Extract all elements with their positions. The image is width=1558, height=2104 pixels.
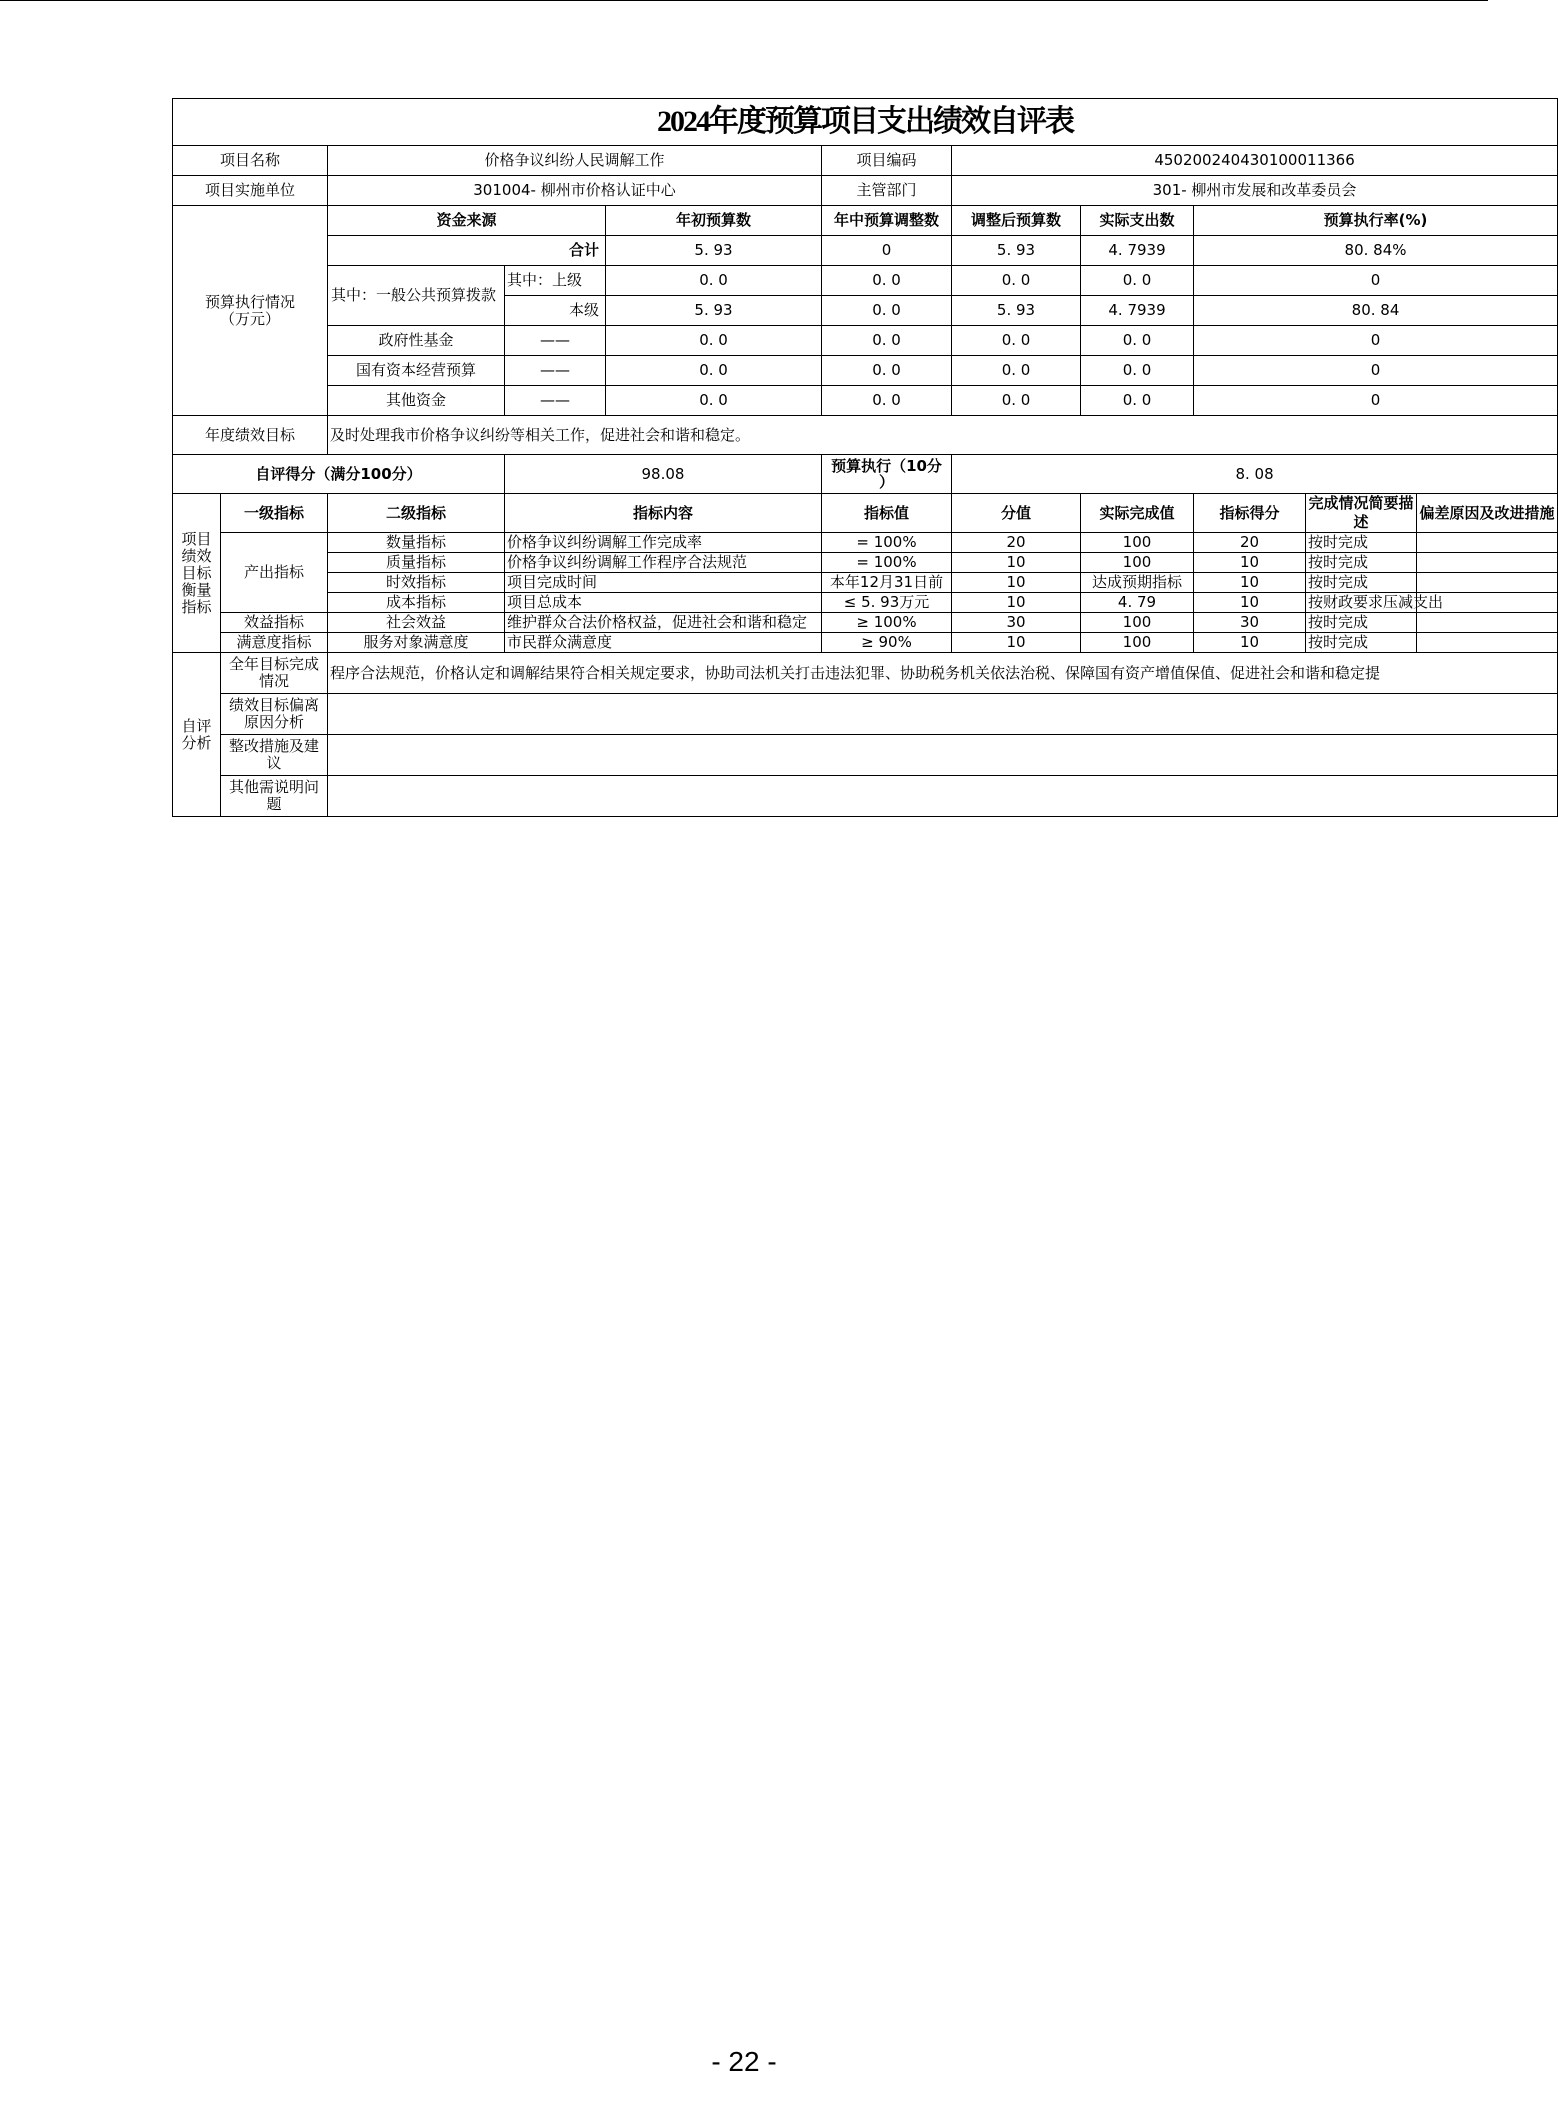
budget-cell: 5. 93	[606, 296, 822, 326]
ind-weight: 10	[952, 633, 1081, 653]
budget-exec-score-value: 8. 08	[952, 455, 1558, 494]
ind-actual: 100	[1081, 533, 1194, 553]
ind-score: 30	[1194, 613, 1306, 633]
output-indicator-label: 产出指标	[221, 533, 328, 613]
ind-actual: 100	[1081, 633, 1194, 653]
project-name-label: 项目名称	[173, 146, 328, 176]
ind-target: = 100%	[822, 553, 952, 573]
budget-section-label: 预算执行情况 （万元）	[173, 206, 328, 416]
analysis-row-text	[328, 694, 1558, 735]
budget-cell: 0. 0	[822, 386, 952, 416]
budget-exec-score-label: 预算执行（10分 ）	[822, 455, 952, 494]
ind-header: 指标内容	[505, 494, 822, 533]
department-label: 主管部门	[822, 176, 952, 206]
budget-cell: 0. 0	[606, 326, 822, 356]
ind-desc: 按时完成	[1306, 553, 1417, 573]
ind-weight: 10	[952, 573, 1081, 593]
budget-upper-label: 其中：上级	[505, 266, 606, 296]
self-score-label: 自评得分（满分100分）	[173, 455, 505, 494]
budget-header-adjusted: 调整后预算数	[952, 206, 1081, 236]
budget-cell: 0. 0	[1081, 326, 1194, 356]
budget-cell: 0. 0	[606, 266, 822, 296]
budget-source-dash: ——	[505, 386, 606, 416]
ind-desc: 按时完成	[1306, 573, 1417, 593]
budget-general-label: 其中：一般公共预算拨款	[328, 266, 505, 326]
ind-header: 偏差原因及改进措施	[1417, 494, 1558, 533]
budget-source-label: 政府性基金	[328, 326, 505, 356]
indicators-section-label: 项目 绩效 目标 衡量 指标	[173, 494, 221, 653]
ind-header: 指标得分	[1194, 494, 1306, 533]
ind-weight: 10	[952, 593, 1081, 613]
ind-content: 维护群众合法价格权益，促进社会和谐和稳定	[507, 613, 808, 631]
budget-cell: 0. 0	[952, 266, 1081, 296]
table-row	[173, 553, 1558, 573]
budget-header-actual: 实际支出数	[1081, 206, 1194, 236]
analysis-row-text: 程序合法规范，价格认定和调解结果符合相关规定要求，协助司法机关打击违法犯罪、协助税务机关依法治税、保障国有资产增值保值、促进社会和谐和稳定提	[328, 653, 1558, 694]
budget-cell: 0. 0	[952, 356, 1081, 386]
budget-row-state-capital	[173, 356, 1558, 386]
budget-cell: 0. 0	[952, 326, 1081, 356]
budget-row-other-funds	[173, 386, 1558, 416]
project-code-value: 450200240430100011366	[952, 146, 1558, 176]
benefit-indicator-label: 效益指标	[221, 613, 328, 633]
project-name-value: 价格争议纠纷人民调解工作	[328, 146, 822, 176]
budget-source-dash: ——	[505, 356, 606, 386]
table-row	[173, 593, 1558, 613]
ind-level2: 服务对象满意度	[328, 633, 505, 653]
ind-score: 10	[1194, 633, 1306, 653]
analysis-section-label: 自评 分析	[173, 653, 221, 817]
budget-cell: 0	[822, 236, 952, 266]
ind-header: 二级指标	[328, 494, 505, 533]
budget-cell: 0	[1194, 356, 1558, 386]
ind-weight: 30	[952, 613, 1081, 633]
project-unit-value: 301004- 柳州市价格认证中心	[328, 176, 822, 206]
ind-content: 价格争议纠纷调解工作完成率	[507, 533, 703, 551]
ind-level2: 社会效益	[328, 613, 505, 633]
analysis-row-label: 绩效目标偏离原因分析	[221, 694, 328, 735]
annual-goal-label: 年度绩效目标	[173, 416, 328, 455]
budget-header-adjust: 年中预算调整数	[822, 206, 952, 236]
budget-row-upper	[173, 266, 1558, 296]
department-value: 301- 柳州市发展和改革委员会	[952, 176, 1558, 206]
table-row	[173, 573, 1558, 593]
ind-score: 20	[1194, 533, 1306, 553]
ind-header: 完成情况简要描述	[1306, 494, 1417, 533]
page-number: - 22 -	[711, 2046, 777, 2077]
budget-header-source: 资金来源	[328, 206, 606, 236]
budget-cell: 0. 0	[822, 356, 952, 386]
budget-source-dash: ——	[505, 326, 606, 356]
analysis-row-label: 全年目标完成情况	[221, 653, 328, 694]
performance-evaluation-table	[172, 98, 1558, 817]
budget-cell: 4. 7939	[1081, 296, 1194, 326]
ind-content: 项目总成本	[507, 593, 583, 611]
ind-content: 市民群众满意度	[507, 633, 613, 651]
project-unit-label: 项目实施单位	[173, 176, 328, 206]
budget-source-label: 国有资本经营预算	[328, 356, 505, 386]
ind-desc: 按时完成	[1306, 613, 1417, 633]
budget-cell: 4. 7939	[1081, 236, 1194, 266]
ind-score: 10	[1194, 553, 1306, 573]
budget-row-total	[173, 236, 1558, 266]
ind-header: 分值	[952, 494, 1081, 533]
ind-target: ≤ 5. 93万元	[822, 593, 952, 613]
ind-reason	[1417, 613, 1558, 633]
ind-score: 10	[1194, 573, 1306, 593]
ind-content: 项目完成时间	[507, 573, 598, 591]
budget-cell: 0. 0	[606, 356, 822, 386]
budget-local-label: 本级	[505, 296, 606, 326]
ind-target: ≥ 90%	[822, 633, 952, 653]
budget-cell: 0. 0	[952, 386, 1081, 416]
table-row	[173, 633, 1558, 653]
budget-cell: 0	[1194, 386, 1558, 416]
budget-cell: 0	[1194, 266, 1558, 296]
budget-cell: 80. 84%	[1194, 236, 1558, 266]
budget-header-initial: 年初预算数	[606, 206, 822, 236]
ind-desc: 按时完成	[1306, 633, 1417, 653]
table-row	[173, 533, 1558, 553]
ind-reason	[1417, 573, 1558, 593]
budget-total-label: 合计	[328, 236, 606, 266]
budget-cell: 5. 93	[952, 296, 1081, 326]
budget-cell: 0. 0	[1081, 356, 1194, 386]
budget-cell: 0. 0	[822, 326, 952, 356]
budget-cell: 0. 0	[822, 296, 952, 326]
budget-cell: 5. 93	[952, 236, 1081, 266]
analysis-row-label: 整改措施及建议	[221, 735, 328, 776]
analysis-row-label: 其他需说明问题	[221, 776, 328, 817]
ind-score: 10	[1194, 593, 1306, 613]
ind-level2: 时效指标	[328, 573, 505, 593]
ind-target: = 100%	[822, 533, 952, 553]
budget-cell: 0	[1194, 326, 1558, 356]
analysis-row-text	[328, 776, 1558, 817]
ind-reason	[1417, 553, 1558, 573]
satisfaction-indicator-label: 满意度指标	[221, 633, 328, 653]
ind-actual: 达成预期指标	[1081, 573, 1194, 593]
ind-target: ≥ 100%	[822, 613, 952, 633]
ind-content: 价格争议纠纷调解工作程序合法规范	[507, 553, 748, 571]
ind-desc: 按财政要求压减支出	[1308, 593, 1444, 611]
ind-actual: 100	[1081, 613, 1194, 633]
table-title: 2024年度预算项目支出绩效自评表	[173, 99, 1558, 146]
table-row	[173, 613, 1558, 633]
ind-header: 一级指标	[221, 494, 328, 533]
budget-cell: 0. 0	[822, 266, 952, 296]
ind-actual: 100	[1081, 553, 1194, 573]
budget-source-label: 其他资金	[328, 386, 505, 416]
ind-header: 指标值	[822, 494, 952, 533]
analysis-row-text	[328, 735, 1558, 776]
top-border-line	[0, 0, 1488, 1]
budget-cell: 5. 93	[606, 236, 822, 266]
ind-desc: 按时完成	[1306, 533, 1417, 553]
budget-cell: 0. 0	[1081, 266, 1194, 296]
budget-row-gov-fund	[173, 326, 1558, 356]
ind-level2: 质量指标	[328, 553, 505, 573]
budget-cell: 0. 0	[606, 386, 822, 416]
budget-header-rate: 预算执行率(%)	[1194, 206, 1558, 236]
ind-header: 实际完成值	[1081, 494, 1194, 533]
ind-level2: 数量指标	[328, 533, 505, 553]
self-score-value: 98.08	[505, 455, 822, 494]
ind-weight: 20	[952, 533, 1081, 553]
budget-cell: 0. 0	[1081, 386, 1194, 416]
ind-actual: 4. 79	[1081, 593, 1194, 613]
ind-reason	[1417, 633, 1558, 653]
ind-level2: 成本指标	[328, 593, 505, 613]
ind-weight: 10	[952, 553, 1081, 573]
project-code-label: 项目编码	[822, 146, 952, 176]
ind-target: 本年12月31日前	[822, 573, 952, 593]
budget-cell: 80. 84	[1194, 296, 1558, 326]
annual-goal-text: 及时处理我市价格争议纠纷等相关工作，促进社会和谐和稳定。	[328, 416, 1558, 455]
ind-reason	[1417, 533, 1558, 553]
